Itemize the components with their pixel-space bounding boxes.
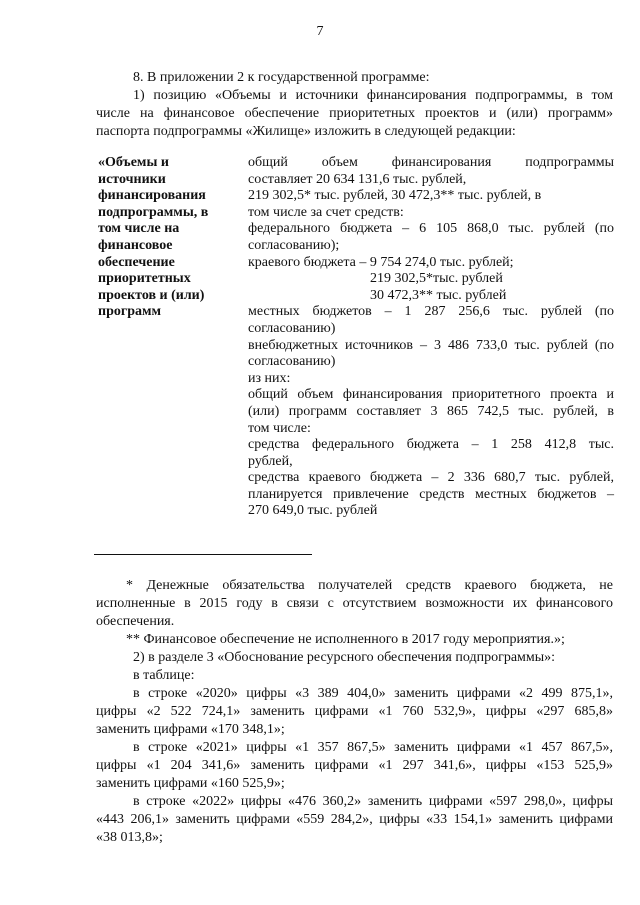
section2-line-1: 2) в разделе 3 «Обоснование ресурсного обеспечения подпрограммы»: [133,650,556,665]
intro-line-3: числе на финансовое обеспечение приоритетных проектов и (или) программ» [96,106,613,121]
value-line: общий объем финансирования подпрограммы [248,155,614,170]
label-line: том числе на [98,221,180,237]
value-line: согласованию) [248,354,336,370]
label-line: программ [98,304,162,320]
value-line: том числе: [248,420,311,436]
row-2021-line-3: заменить цифрами «160 525,9»; [96,776,285,791]
section2-line-2: в таблице: [133,668,195,683]
intro-line-2: 1) позицию «Объемы и источники финансирования подпрограммы, в том [133,88,613,103]
label-line: финансирования [98,188,206,204]
value-line: 219 302,5* тыс. рублей, 30 472,3** тыс. рублей, в [248,188,542,204]
value-line: средства краевого бюджета – 2 336 680,7 тыс. рублей, [248,470,614,486]
footnote-1-line-2: исполненные в 2015 году в связи с отсутствием возможности их финансового [96,596,613,611]
label-line: «Объемы и [98,155,169,170]
label-line: источники [98,171,166,187]
label-line: приоритетных [98,271,191,287]
value-line: планируется привлечение средств местных бюджетов – [248,486,614,502]
value-line: согласованию) [248,320,336,336]
value-line: внебюджетных источников – 3 486 733,0 тыс. рублей (по [248,337,614,353]
footnote-2: ** Финансовое обеспечение не исполненного в 2017 году мероприятия.»; [126,632,565,647]
value-line: согласованию); [248,237,340,253]
footnote-1-line-1: * Денежные обязательства получателей средств краевого бюджета, не [126,578,613,593]
row-2022-line-2: «443 206,1» заменить цифрами «559 284,2», цифры «33 154,1» заменить цифрами [96,812,613,827]
row-2021-line-2: цифры «1 204 341,6» заменить цифрами «1 297 341,6», цифры «153 525,9» [96,758,613,773]
value-line: рублей, [248,453,293,469]
value-line: средства федерального бюджета – 1 258 412,8 тыс. [248,437,614,453]
value-line: составляет 20 634 131,6 тыс. рублей, [248,171,467,187]
value-line: (или) программ составляет 3 865 742,5 тыс. рублей, в [248,403,614,419]
value-line: том числе за счет средств: [248,204,404,220]
value-line: 30 472,3** тыс. рублей [370,287,507,303]
label-line: обеспечение [98,254,175,270]
page-number: 7 [316,24,324,39]
value-line: краевого бюджета – 9 754 274,0 тыс. рублей; [248,254,514,270]
row-2022-line-3: «38 013,8»; [96,830,163,845]
row-2021-line-1: в строке «2021» цифры «1 357 867,5» заменить цифрами «1 457 867,5», [133,740,613,755]
row-2020-line-1: в строке «2020» цифры «3 389 404,0» заменить цифрами «2 499 875,1», [133,686,613,701]
value-line: общий объем финансирования приоритетного проекта и [248,387,614,403]
value-line: из них: [248,370,291,386]
value-line: федерального бюджета – 6 105 868,0 тыс. рублей (по [248,221,614,237]
value-line: 270 649,0 тыс. рублей [248,503,378,519]
row-2022-line-1: в строке «2022» цифры «476 360,2» заменить цифрами «597 298,0», цифры [133,794,613,809]
row-2020-line-3: заменить цифрами «170 348,1»; [96,722,285,737]
table-label [98,155,208,321]
value-line: местных бюджетов – 1 287 256,6 тыс. рублей (по [248,304,614,320]
intro-line-4: паспорта подпрограммы «Жилище» изложить в следующей редакции: [96,124,516,139]
table-values [248,155,614,520]
value-line: 219 302,5*тыс. рублей [370,271,503,287]
row-2020-line-2: цифры «2 522 724,1» заменить цифрами «1 760 532,9», цифры «297 685,8» [96,704,613,719]
footnote-1-line-3: обеспечения. [96,614,175,629]
label-line: финансовое [98,237,173,253]
label-line: подпрограммы, в [98,204,209,220]
intro-line-1: 8. В приложении 2 к государственной программе: [133,70,430,85]
footnote-separator [94,554,312,555]
label-line: проектов и (или) [98,287,205,303]
